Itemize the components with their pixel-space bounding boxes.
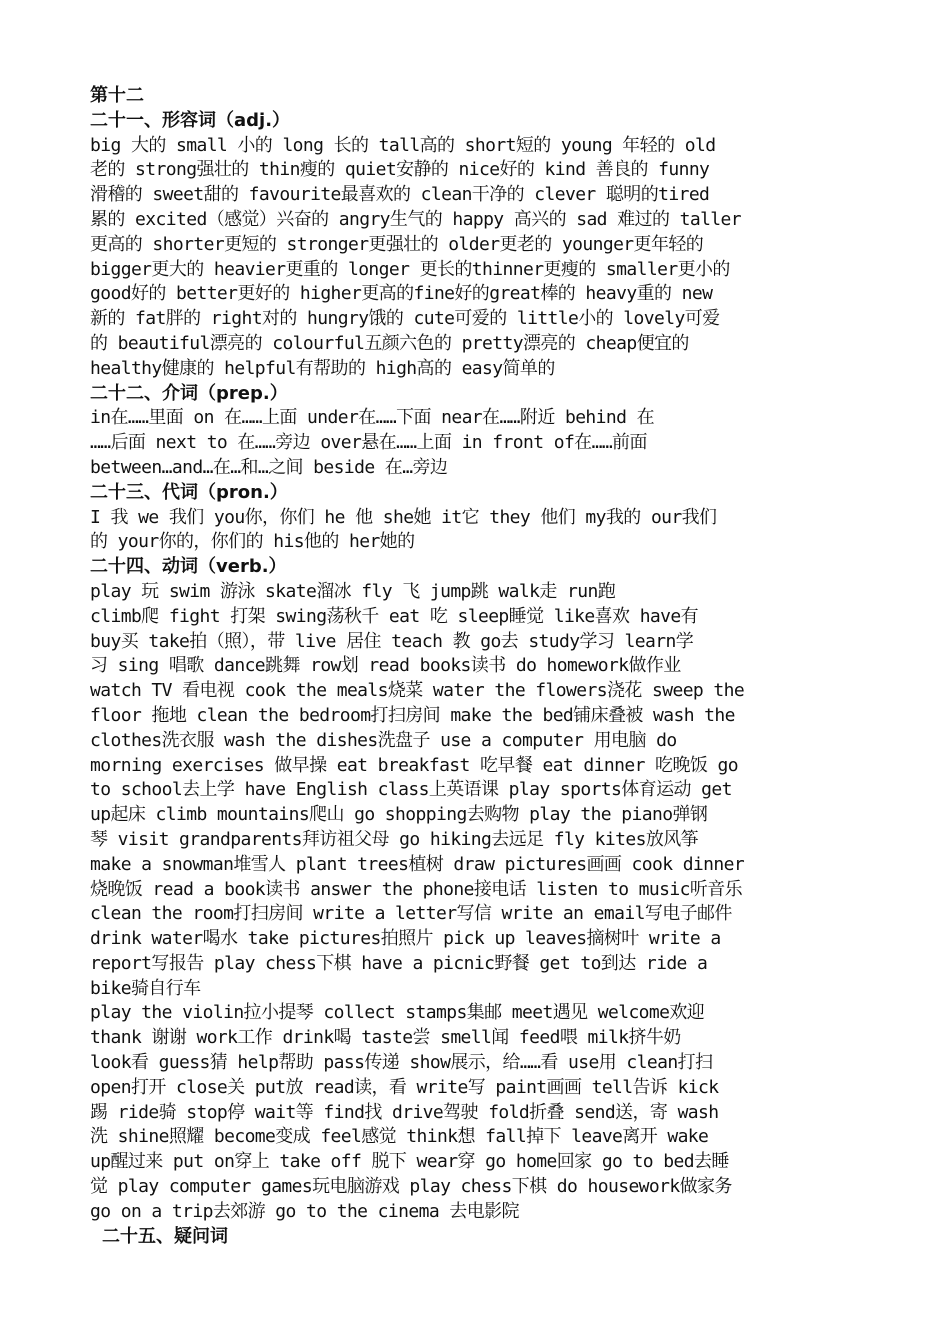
page-label: 第十二 xyxy=(90,85,144,106)
text-line: play the violin拉小提琴 collect stamps集邮 meet遇见 welcome欢迎 xyxy=(90,1002,705,1024)
document-page xyxy=(90,84,862,1249)
text-line: floor 拖地 clean the bedroom打扫房间 make the bed铺床叠被 wash the xyxy=(90,704,735,726)
text-line: 的 your你的，你们的 his他的 her她的 xyxy=(90,531,415,553)
text-line: clothes洗衣服 wash the dishes洗盘子 use a computer 用电脑 do xyxy=(90,729,677,751)
text-line: 烧晚饭 read a book读书 answer the phone接电话 listen to music听音乐 xyxy=(90,878,743,900)
text-line: 滑稽的 sweet甜的 favourite最喜欢的 clean干净的 clever 聪明的tired xyxy=(90,184,710,206)
text-line: between…and…在…和…之间 beside 在…旁边 xyxy=(90,456,448,478)
text-line: look看 guess猜 help帮助 pass传递 show展示，给……看 use用 clean打扫 xyxy=(90,1052,713,1074)
text-line: thank 谢谢 work工作 drink喝 taste尝 smell闻 feed喂 milk挤牛奶 xyxy=(90,1027,681,1049)
text-line: go on a trip去郊游 go to the cinema 去电影院 xyxy=(90,1200,519,1222)
text-line: climb爬 fight 打架 swing荡秋千 eat 吃 sleep睡觉 like喜欢 have有 xyxy=(90,605,699,627)
text-line: 踢 ride骑 stop停 wait等 find找 drive驾驶 fold折叠 send送，寄 wash xyxy=(90,1101,719,1123)
section-verbs xyxy=(90,555,862,1225)
section-heading: 二十二、介词（prep.） xyxy=(90,382,288,404)
text-line: 觉 play computer games玩电脑游戏 play chess下棋 do housework做家务 xyxy=(90,1176,732,1198)
text-line: make a snowman堆雪人 plant trees植树 draw pictures画画 cook dinner xyxy=(90,853,745,875)
text-line: good好的 better更好的 higher更高的fine好的great棒的 heavy重的 new xyxy=(90,283,713,305)
section-pronouns xyxy=(90,481,862,555)
text-line: bigger更大的 heavier更重的 longer 更长的thinner更瘦的 smaller更小的 xyxy=(90,258,730,280)
text-line: watch TV 看电视 cook the meals烧菜 water the flowers浇花 sweep the xyxy=(90,680,745,702)
text-line: clean the room打扫房间 write a letter写信 write an email写电子邮件 xyxy=(90,903,732,925)
text-line: 洗 shine照耀 become变成 feel感觉 think想 fall掉下 leave离开 wake xyxy=(90,1126,709,1148)
text-line: 累的 excited（感觉）兴奋的 angry生气的 happy 高兴的 sad 难过的 taller xyxy=(90,208,742,230)
text-line: play 玩 swim 游泳 skate溜冰 fly 飞 jump跳 walk走 run跑 xyxy=(90,580,616,602)
text-line: up起床 climb mountains爬山 go shopping去购物 play the piano弹钢 xyxy=(90,804,708,826)
text-line: ……后面 next to 在……旁边 over悬在……上面 in front of在……前面 xyxy=(90,432,647,454)
section-prepositions xyxy=(90,382,862,481)
section-heading: 二十五、疑问词 xyxy=(102,1225,228,1247)
text-line: morning exercises 做早操 eat breakfast 吃早餐 eat dinner 吃晚饭 go xyxy=(90,754,738,776)
section-adjectives xyxy=(90,109,862,382)
text-line: report写报告 play chess下棋 have a picnic野餐 get to到达 ride a xyxy=(90,952,708,974)
text-line: 琴 visit grandparents拜访祖父母 go hiking去远足 fly kites放风筝 xyxy=(90,828,699,850)
section-heading: 二十四、动词（verb.） xyxy=(90,556,287,578)
text-line: big 大的 small 小的 long 长的 tall高的 short短的 young 年轻的 old xyxy=(90,134,716,156)
text-line: 习 sing 唱歌 dance跳舞 row划 read books读书 do homework做作业 xyxy=(90,655,681,677)
text-line: drink water喝水 take pictures拍照片 pick up leaves摘树叶 write a xyxy=(90,928,721,950)
text-line: 的 beautiful漂亮的 colourful五颜六色的 pretty漂亮的 cheap便宜的 xyxy=(90,332,689,354)
text-line: in在……里面 on 在……上面 under在……下面 near在……附近 behind 在 xyxy=(90,407,655,429)
text-line: bike骑自行车 xyxy=(90,977,201,999)
text-line: 更高的 shorter更短的 stronger更强壮的 older更老的 younger更年轻的 xyxy=(90,233,704,255)
text-line: 老的 strong强壮的 thin瘦的 quiet安静的 nice好的 kind 善良的 funny xyxy=(90,159,710,181)
text-line: buy买 take拍（照），带 live 居住 teach 教 go去 study学习 learn学 xyxy=(90,630,694,652)
text-line: healthy健康的 helpful有帮助的 high高的 easy简单的 xyxy=(90,357,555,379)
text-line: open打开 close关 put放 read读，看 write写 paint画画 tell告诉 kick xyxy=(90,1076,719,1098)
text-line: 新的 fat胖的 right对的 hungry饿的 cute可爱的 little小的 lovely可爱 xyxy=(90,308,720,330)
text-line: I 我 we 我们 you你，你们 he 他 she她 it它 they 他们 my我的 our我们 xyxy=(90,506,717,528)
section-heading: 二十一、形容词（adj.） xyxy=(90,109,291,131)
section-heading: 二十三、代词（pron.） xyxy=(90,481,288,503)
text-line: to school去上学 have English class上英语课 play sports体育运动 get xyxy=(90,779,732,801)
text-line: up醒过来 put on穿上 take off 脱下 wear穿 go home回家 go to bed去睡 xyxy=(90,1151,729,1173)
section-question-words xyxy=(90,1225,862,1250)
